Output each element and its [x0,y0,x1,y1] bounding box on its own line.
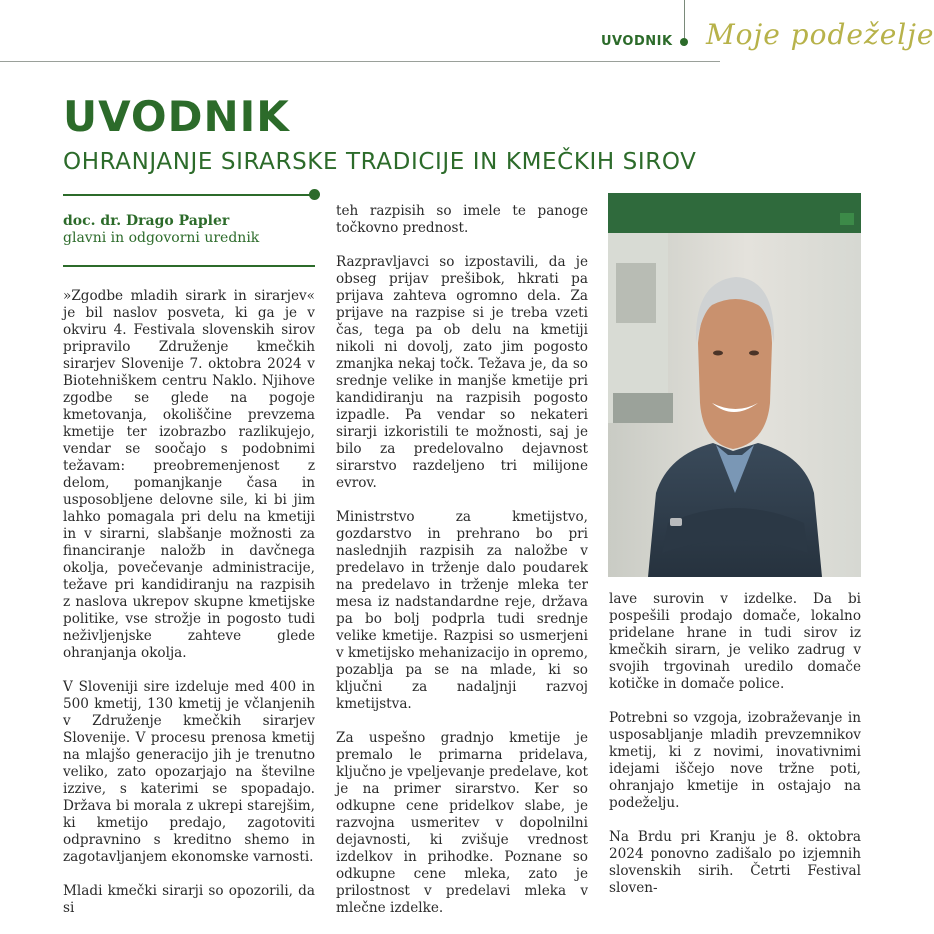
header-rule [0,61,720,62]
magazine-brand: Moje podeželje [706,18,934,51]
author-name: doc. dr. Drago Papler [63,213,230,229]
paragraph: Ministrstvo za kmetijstvo, gozdarstvo in prehrano bo pri naslednjih razpisih za naložbe v predelavo in trženje dalo poudarek na predelavo in trženje mleka ter mesa iz nadstandardne reje, država pa bo bolj podprla tudi srednje velike kmetije. Razpisi so usmerjeni v kmetijsko mehanizacijo in opremo, pozablja pa se na mlade, ki so ključni za nadaljnji razvoj kmetijstva. [336,509,589,712]
header-dot-icon [680,38,688,46]
paragraph: Za uspešno gradnjo kmetije je premalo le primarna pridelava, ključno je vpeljevanje predelave, kot je na primer sirarstvo. Ker so odkupne cene pridelkov slabe, je razvojna usmeritev v dopolnilni dejavnosti, ki zvišuje vrednost izdelkov in prihodke. Poznane so odkupne cene mleka, zato je prilostnost v predelavi mleka v mlečne izdelke. [336,730,588,916]
paragraph: Na Brdu pri Kranju je 8. oktobra 2024 ponovno zadišalo po izjemnih slovenskih sirih. Četrti Festival sloven- [609,829,861,896]
author-rule [63,265,315,267]
text-column-1 [63,288,315,934]
paragraph: V Sloveniji sire izdeluje med 400 in 500 kmetij, 130 kmetij je včlanjenih v Združenje kmečkih sirarjev Slovenije. V procesu prenosa kmetij na mlajšo generacijo jih je trenutno veliko, zato opozarjajo na številne izzive, s katerimi se spopadajo. Država bi morala z ukrepi starejšim, ki kmetijo predajo, zagotoviti odpravnino s kreditno shemo in zagotavljanjem ekonomske varnosti. [63,679,315,865]
text-column-2 [336,203,588,934]
page-title: UVODNIK [63,92,290,141]
paragraph: Mladi kmečki sirarji so opozorili, da si [63,883,315,916]
portrait-photo-icon [608,193,861,577]
article-subtitle: OHRANJANJE SIRARSKE TRADICIJE IN KMEČKIH SIROV [63,149,697,175]
section-label: UVODNIK [601,34,673,49]
text-column-3 [609,591,861,914]
author-photo [608,193,861,577]
paragraph: Potrebni so vzgoja, izobraževanje in usposabljanje mladih prevzemnikov kmetij, ki z novimi, inovativnimi idejami iščejo nove tržne poti, ohranjajo kmetije in ostajajo na podeželju. [609,710,861,811]
paragraph: »Zgodbe mladih sirark in sirarjev« je bil naslov posveta, ki ga je v okviru 4. Festivala slovenskih sirov pripravilo Združenje kmečkih sirarjev Slovenije 7. oktobra 2024 v Biotehniškem centru Naklo. Njihove zgodbe se glede na pogoje kmetovanja, okoliščine prevzema kmetije ter izobrazbo razlikujejo, vendar se soočajo s podobnimi težavam: preobremenjenost z delom, pomanjkanje časa in usposobljene delovne sile, ki bi jim lahko pomagala pri delu na kmetiji in v sirarni, slabšanje možnosti za financiranje naložb in davčnega okolja, povečevanje administracije, težave pri kandidiranju na razpisih z naslova ukrepov skupne kmetijske politike, vse strožje in pogosto tudi neživljenjske zahteve glede ohranjanja okolja. [63,288,315,661]
title-rule [63,194,313,196]
paragraph: lave surovin v izdelke. Da bi pospešili prodajo domače, lokalno pridelane hrane in tudi sirov iz kmečkih sirarn, je veliko zadrug v svojih trgovinah uredilo domače kotičke in domače police. [609,591,861,692]
paragraph: teh razpisih so imele te panoge točkovno prednost. [336,203,588,236]
author-role: glavni in odgovorni urednik [63,230,260,246]
paragraph: Razpravljavci so izpostavili, da je obseg prijav prešibok, hkrati pa prijava zahteva ogromno dela. Za prijave na razpise si je treba vzeti čas, tega pa ob delu na kmetiji nikoli ni dovolj, zato jim pogosto zmanjka nekaj točk. Težava je, da so srednje velike in manjše kmetije pri kandidiranju na razpisih pogosto izpadle. Pa vendar so nekateri sirarji izkoristili te možnosti, saj je bilo za predelovalno dejavnost sirarstvo razdeljeno tri milijone evrov. [336,254,588,491]
rule-dot-icon [309,189,320,200]
